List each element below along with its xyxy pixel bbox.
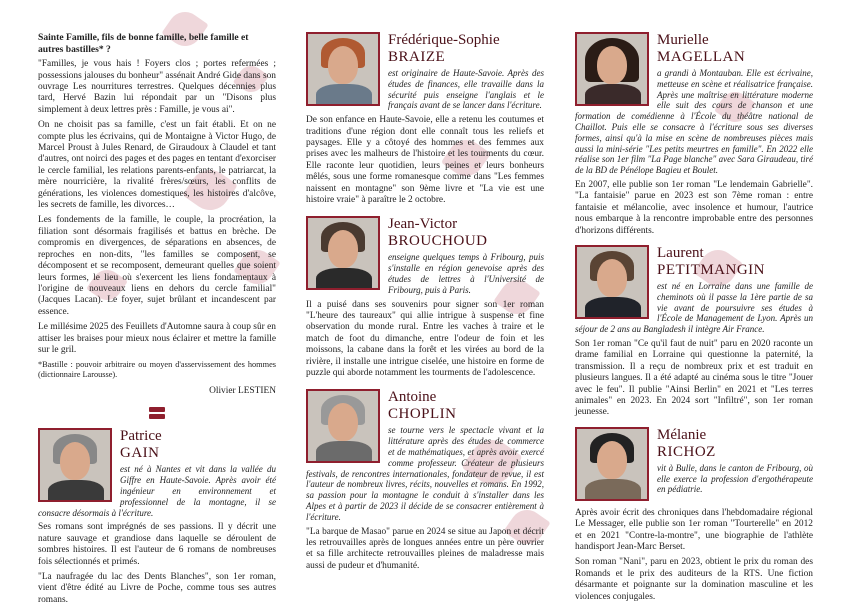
author-body: Après avoir écrit des chroniques dans l'hebdomadaire régional Le Messager, elle publie son 1er roman "Tourterelle" en 2012 et en 2021 "Contre-la-montre", une biographie de l'athlète handisport Jean-Marc Berset. — [575, 507, 813, 553]
editorial-paragraph: On ne choisit pas sa famille, c'est un fait établi. Et on ne compte plus les écrivains, qui de Montaigne à Victor Hugo, de Marcel Proust à Jules Renard, de Giraudoux à Claudel et tant d'autres, ont noirci des pages et des pages en tentant d'exorciser le cercle familial, les relations parents-enfants, le patriarcat, la mère nourricière, la rivalité frères/sœurs, les conflits de générations, les violences domestiques, les histoires d'alcôve, les secrets de famille, les divorces… — [38, 120, 276, 211]
author-first-name: Murielle — [657, 32, 709, 48]
author-richoz — [575, 427, 813, 603]
book-icon — [149, 406, 165, 420]
author-body: Ses romans sont imprégnés de ses passions. Il y décrit une nature sauvage et grandiose dans laquelle se déroulent de sombres histoires. Il est l'auteur de 6 romans de nombreuses fois sélectionnés et primés. — [38, 522, 276, 567]
author-last-name: RICHOZ — [657, 443, 716, 460]
author-body: Il a puisé dans ses souvenirs pour signer son 1er roman "L'heure des taureaux" qui allie intrigue à suspense et fine observation du monde rural. Entre les vaches à traire et le match de foot du dimanche, entre l'odeur de foin et les moissons, la cabane dans la forêt et les virées au bord de la rivière, il installe une intrigue ciselée, une histoire en forme de puzzle qui aborde notamment les tourments de l'adolescence. — [306, 299, 544, 379]
author-photo — [575, 427, 649, 501]
author-gain — [38, 428, 276, 606]
author-intro: est né à Nantes et vit dans la vallée du Giffre en Haute-Savoie. Après avoir été ingénieur en environnement et professionnel de la montagne, il se consacre désormais à l'écriture. — [38, 464, 276, 518]
author-magellan — [575, 32, 813, 237]
author-body: Son 1er roman "Ce qu'il faut de nuit" paru en 2020 raconte un drame familial en Lorraine qui questionne la paternité, la transmission. Il a reçu de nombreux prix et est traduit en plusieurs langues. Il a été adapté au cinéma sous le titre "Jouer avec le feu". Il publie "Ainsi Berlin" en 2021 et "Les terres animales" en 2023. En 2024 sort "Infiltré", son 1er roman jeunesse. — [575, 338, 813, 418]
editorial-paragraph: Les fondements de la famille, le couple, la procréation, la filiation sont désormais fragilisés et battus en brèche. De compromis en divergences, de séparations en absences, de reproches en non-dits, "les familles se composent, se décomposent et se recomposent, demeurant quelles que soient leurs formes, le lieu où s'exercent les liens fondamentaux à l'origine de nouveaux liens en dehors du cercle familial" (Jacques Lacan). Le foyer, sujet brûlant et incandescent par essence. — [38, 215, 276, 317]
column-editorial — [38, 32, 276, 610]
author-body: Son roman "Nani", paru en 2023, obtient le prix du roman des Romands et le prix des auditeurs de la RTS. Une fiction désarmante et poignante sur la domination masculine et les violences conjugales. — [575, 557, 813, 602]
editorial-paragraph: "Familles, je vous hais ! Foyers clos ; portes refermées ; possessions jalouses du bonheur" assénait André Gide dans son ouvrage Les nourritures terrestres. Quelques décennies plus tard, Hervé Bazin lui répondait par un "Disons plus simplement à deux lettres près : Famille, je vous ai". — [38, 59, 276, 115]
author-photo — [306, 216, 380, 290]
editorial-heading: Sainte Famille, fils de bonne famille, belle famille et autres bastilles* ? — [38, 32, 249, 55]
author-photo — [306, 389, 380, 463]
author-first-name: Jean-Victor — [388, 216, 458, 233]
author-last-name: BROUCHOUD — [388, 233, 488, 250]
author-brouchoud — [306, 216, 544, 379]
author-first-name: Laurent — [657, 245, 704, 261]
author-photo — [38, 428, 112, 502]
author-braize — [306, 32, 544, 206]
author-first-name: Patrice — [120, 428, 162, 445]
footnote: *Bastille : pouvoir arbitraire ou moyen d'asservissement des hommes (dictionnaire Larousse). — [38, 360, 276, 380]
author-body: En 2007, elle publie son 1er roman "Le lendemain Gabrielle". "La fantaisie" parue en 2023 est son 7ème roman : entre fantaisie et mélancolie, avec insolence et humour, l'autrice nous embarque à la rencontre improbable entre des personnes d'horizons différents. — [575, 179, 813, 236]
author-last-name: BRAIZE — [388, 49, 446, 65]
signature: Olivier LESTIEN — [209, 386, 276, 397]
author-body: "La barque de Masao" parue en 2024 se situe au Japon et décrit les retrouvailles après de longues années entre un père ouvrier et sa fille architecte retrouvailles pleines de maladresse mais aussi de pudeur et d'humanité. — [306, 526, 544, 571]
author-first-name: Mélanie — [657, 426, 707, 443]
author-intro: est né en Lorraine dans une famille de cheminots où il passe la 1ère partie de sa vie avant de poursuivre ses études à l'École de Management de Lyon. Après un séjour de 2 ans au Bangladesh il intègre Air France. — [575, 281, 813, 335]
author-photo — [306, 32, 380, 106]
author-photo — [575, 32, 649, 106]
author-body: De son enfance en Haute-Savoie, elle a retenu les coutumes et traditions d'une région dont elle connaît tous les reliefs et paysages. Elle y a côtoyé des hommes et des femmes aux prises avec les malheurs de l'histoire et les tourments du cœur. Elle raconte leur quotidien, leurs peines et leurs bonheurs mêlés, sous une forme romanesque comme dans "Les femmes naissent en montagne" son 9ème livre et "La vie est une histoire vraie" à paraître le 2 octobre. — [306, 115, 544, 206]
author-intro: se tourne vers le spectacle vivant et la littérature après des études de commerce et de mathématiques, et après avoir exercé comme professeur. Créateur de plusieurs festivals, de rencontres internationales, fondateur de revue, il est l'auteur de nombreux livres, récits, nouvelles et romans. En 1992, sa passion pour la montagne le conduit à s'installer dans les Alpes et à partir de 2023 il décide de se consacrer entièrement à l'écriture. — [306, 425, 544, 522]
column-authors-middle — [306, 32, 544, 576]
author-choplin — [306, 389, 544, 572]
author-intro: vit à Bulle, dans le canton de Fribourg, où elle exerce la profession d'ergothérapeute en pédiatrie. — [657, 462, 813, 495]
author-last-name: CHOPLIN — [388, 406, 457, 423]
author-photo — [575, 245, 649, 319]
author-intro: est originaire de Haute-Savoie. Après des études de finances, elle travaille dans la sécurité puis enseigne l'anglais et le français avant de se lancer dans l'écriture. — [388, 68, 544, 111]
column-authors-right — [575, 32, 813, 607]
author-first-name: Antoine — [388, 389, 437, 406]
author-intro: a grandi à Montauban. Elle est écrivaine, metteuse en scène et réalisatrice française. Après une maîtrise en littérature moderne elle suit des cours de chanson et une formation de comédienne à l'École du théâtre national de Chaillot. Puis elle se consacre à l'écriture sous ses diverses formes, ainsi qu'à la mise en scène de nombreuses pièces mais aussi la mini-série "Les petits meurtres en famille". En 2022 elle réalise son 1er film "La Page blanche" avec Sara Giraudeau, tiré de la BD de Pénélope Bagieu et Boulet. — [575, 68, 813, 176]
author-last-name: GAIN — [120, 445, 160, 462]
author-body: "La naufragée du lac des Dents Blanches", son 1er roman, vient d'être édité au Livre de Poche, comme tous ses autres romans. — [38, 571, 276, 605]
author-last-name: PETITMANGIN — [657, 262, 765, 278]
author-intro: enseigne quelques temps à Fribourg, puis s'installe en région genevoise après des études de lettres à l'Université de Fribourg, puis à Paris. — [388, 252, 544, 295]
author-petitmangin — [575, 245, 813, 419]
editorial-paragraph: Le millésime 2025 des Feuillets d'Automne saura à coup sûr en attiser les braises pour mieux nous éclairer et mettre la famille sur le gril. — [38, 322, 276, 355]
author-first-name: Frédérique-Sophie — [388, 32, 500, 48]
author-last-name: MAGELLAN — [657, 49, 746, 65]
